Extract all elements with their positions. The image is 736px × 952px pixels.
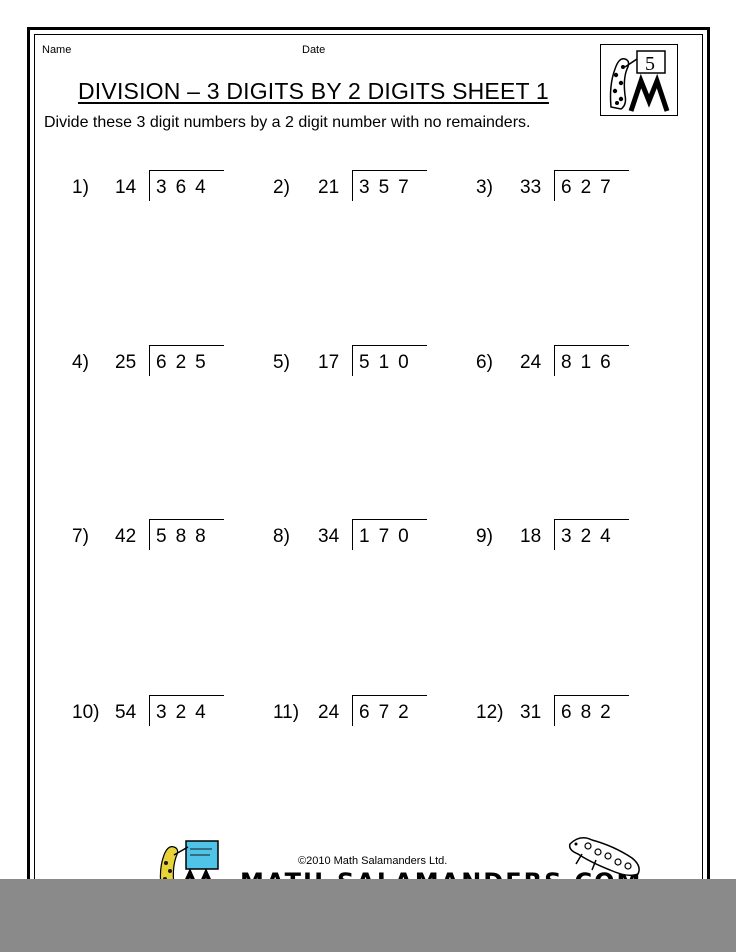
divisor: 18	[520, 526, 542, 547]
copyright-text: ©2010 Math Salamanders Ltd.	[298, 855, 448, 867]
divisor: 31	[520, 702, 542, 723]
dividend: 627	[561, 177, 620, 198]
grade-number: 5	[645, 53, 655, 75]
problem-number: 11)	[273, 702, 300, 723]
dividend: 682	[561, 702, 620, 723]
division-problem	[72, 695, 232, 735]
dividend: 672	[359, 702, 418, 723]
worksheet-title: DIVISION – 3 DIGITS BY 2 DIGITS SHEET 1	[78, 78, 549, 104]
division-problem	[476, 345, 636, 385]
salamander-icon	[566, 832, 646, 882]
division-problem	[72, 519, 232, 559]
dividend: 364	[156, 177, 215, 198]
overlay-edge	[0, 879, 736, 885]
date-label: Date	[302, 44, 326, 56]
dividend: 324	[561, 526, 620, 547]
grade-logo	[600, 44, 678, 116]
bottom-gray-overlay	[0, 885, 736, 952]
worksheet-inner-border	[34, 34, 703, 920]
division-problem	[476, 170, 636, 210]
divisor: 17	[318, 352, 340, 373]
dividend: 357	[359, 177, 418, 198]
divisor: 42	[115, 526, 137, 547]
divisor: 25	[115, 352, 137, 373]
divisor: 14	[115, 177, 137, 198]
problem-number: 12)	[476, 702, 504, 723]
problem-number: 5)	[273, 352, 290, 373]
divisor: 33	[520, 177, 542, 198]
problem-number: 2)	[273, 177, 290, 198]
problem-number: 7)	[72, 526, 89, 547]
division-problem	[72, 345, 232, 385]
dividend: 816	[561, 352, 620, 373]
division-problem	[273, 345, 433, 385]
divisor: 54	[115, 702, 137, 723]
dividend: 588	[156, 526, 215, 547]
divisor: 21	[318, 177, 340, 198]
name-label: Name	[42, 44, 72, 56]
divisor: 34	[318, 526, 340, 547]
division-problem	[273, 695, 433, 735]
division-problem	[273, 170, 433, 210]
problem-number: 4)	[72, 352, 89, 373]
instructions-text: Divide these 3 digit numbers by a 2 digit number with no remainders.	[44, 114, 531, 131]
problem-number: 8)	[273, 526, 290, 547]
problem-number: 9)	[476, 526, 493, 547]
division-problem	[476, 519, 636, 559]
problem-number: 6)	[476, 352, 493, 373]
dividend: 324	[156, 702, 215, 723]
division-problem	[273, 519, 433, 559]
dividend: 510	[359, 352, 418, 373]
problem-number: 1)	[72, 177, 89, 198]
problem-number: 3)	[476, 177, 493, 198]
division-problem	[476, 695, 636, 735]
division-problem	[72, 170, 232, 210]
divisor: 24	[520, 352, 542, 373]
divisor: 24	[318, 702, 340, 723]
salamander-teacher-icon	[601, 45, 677, 115]
dividend: 170	[359, 526, 418, 547]
problem-number: 10)	[72, 702, 100, 723]
dividend: 625	[156, 352, 215, 373]
